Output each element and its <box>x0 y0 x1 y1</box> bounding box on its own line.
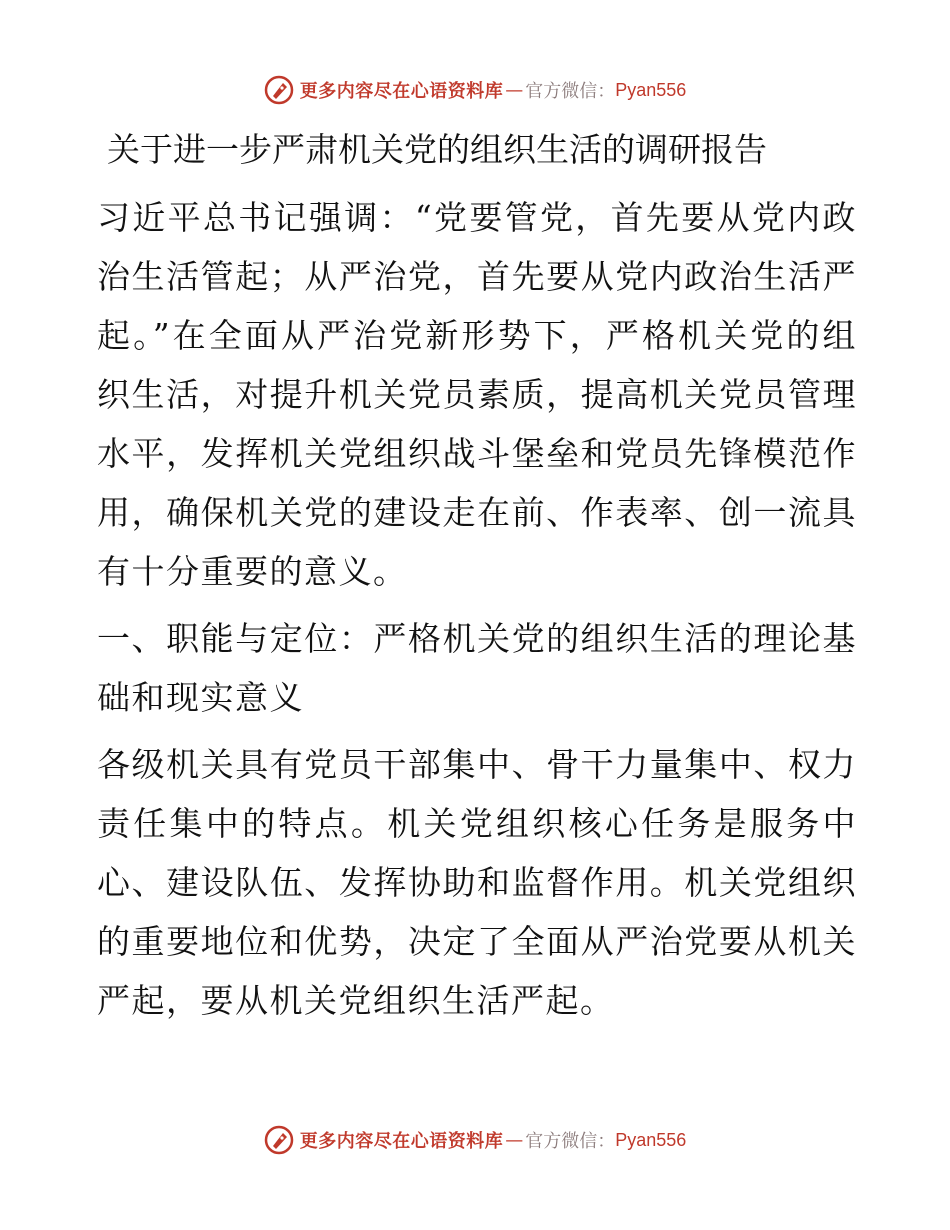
pen-nib-circle-icon <box>264 75 294 105</box>
watermark-wechat-id: Pyan556 <box>615 79 687 100</box>
watermark-wechat-id: Pyan556 <box>615 1129 687 1150</box>
paragraph-intro: 习近平总书记强调：“党要管党，首先要从党内政治生活管起；从严治党，首先要从党内政治生活严起。”在全面从严治党新形势下，严格机关党的组织生活，对提升机关党员素质，提高机关党员管理水平，发挥机关党组织战斗堡垒和党员先锋模范作用，确保机关党的建设走在前、作表率、创一流具有十分重要的意义。 <box>97 198 857 591</box>
watermark-brand: 更多内容尽在心语资料库 <box>299 1131 504 1152</box>
footer-watermark <box>0 1120 950 1160</box>
document-title: 关于进一步严肃机关党的组织生活的调研报告 <box>107 130 767 169</box>
watermark-dash: — <box>505 79 524 101</box>
section-heading-1: 一、职能与定位：严格机关党的组织生活的理论基础和现实意义 <box>97 619 857 717</box>
document-body <box>97 120 857 1030</box>
header-watermark <box>0 70 950 110</box>
spacer <box>97 601 857 609</box>
paragraph-section-1: 各级机关具有党员干部集中、骨干力量集中、权力责任集中的特点。机关党组织核心任务是服务中心、建设队伍、发挥协助和监督作用。机关党组织的重要地位和优势，决定了全面从严治党要从机关严起，要从机关党组织生活严起。 <box>97 745 857 1020</box>
pen-nib-circle-icon <box>264 1125 294 1155</box>
watermark-wechat-label: 官方微信： <box>525 81 616 102</box>
spacer <box>97 180 857 188</box>
watermark-wechat-label: 官方微信： <box>525 1131 616 1152</box>
watermark-dash: — <box>505 1129 524 1151</box>
spacer <box>97 727 857 735</box>
watermark-brand: 更多内容尽在心语资料库 <box>299 81 504 102</box>
